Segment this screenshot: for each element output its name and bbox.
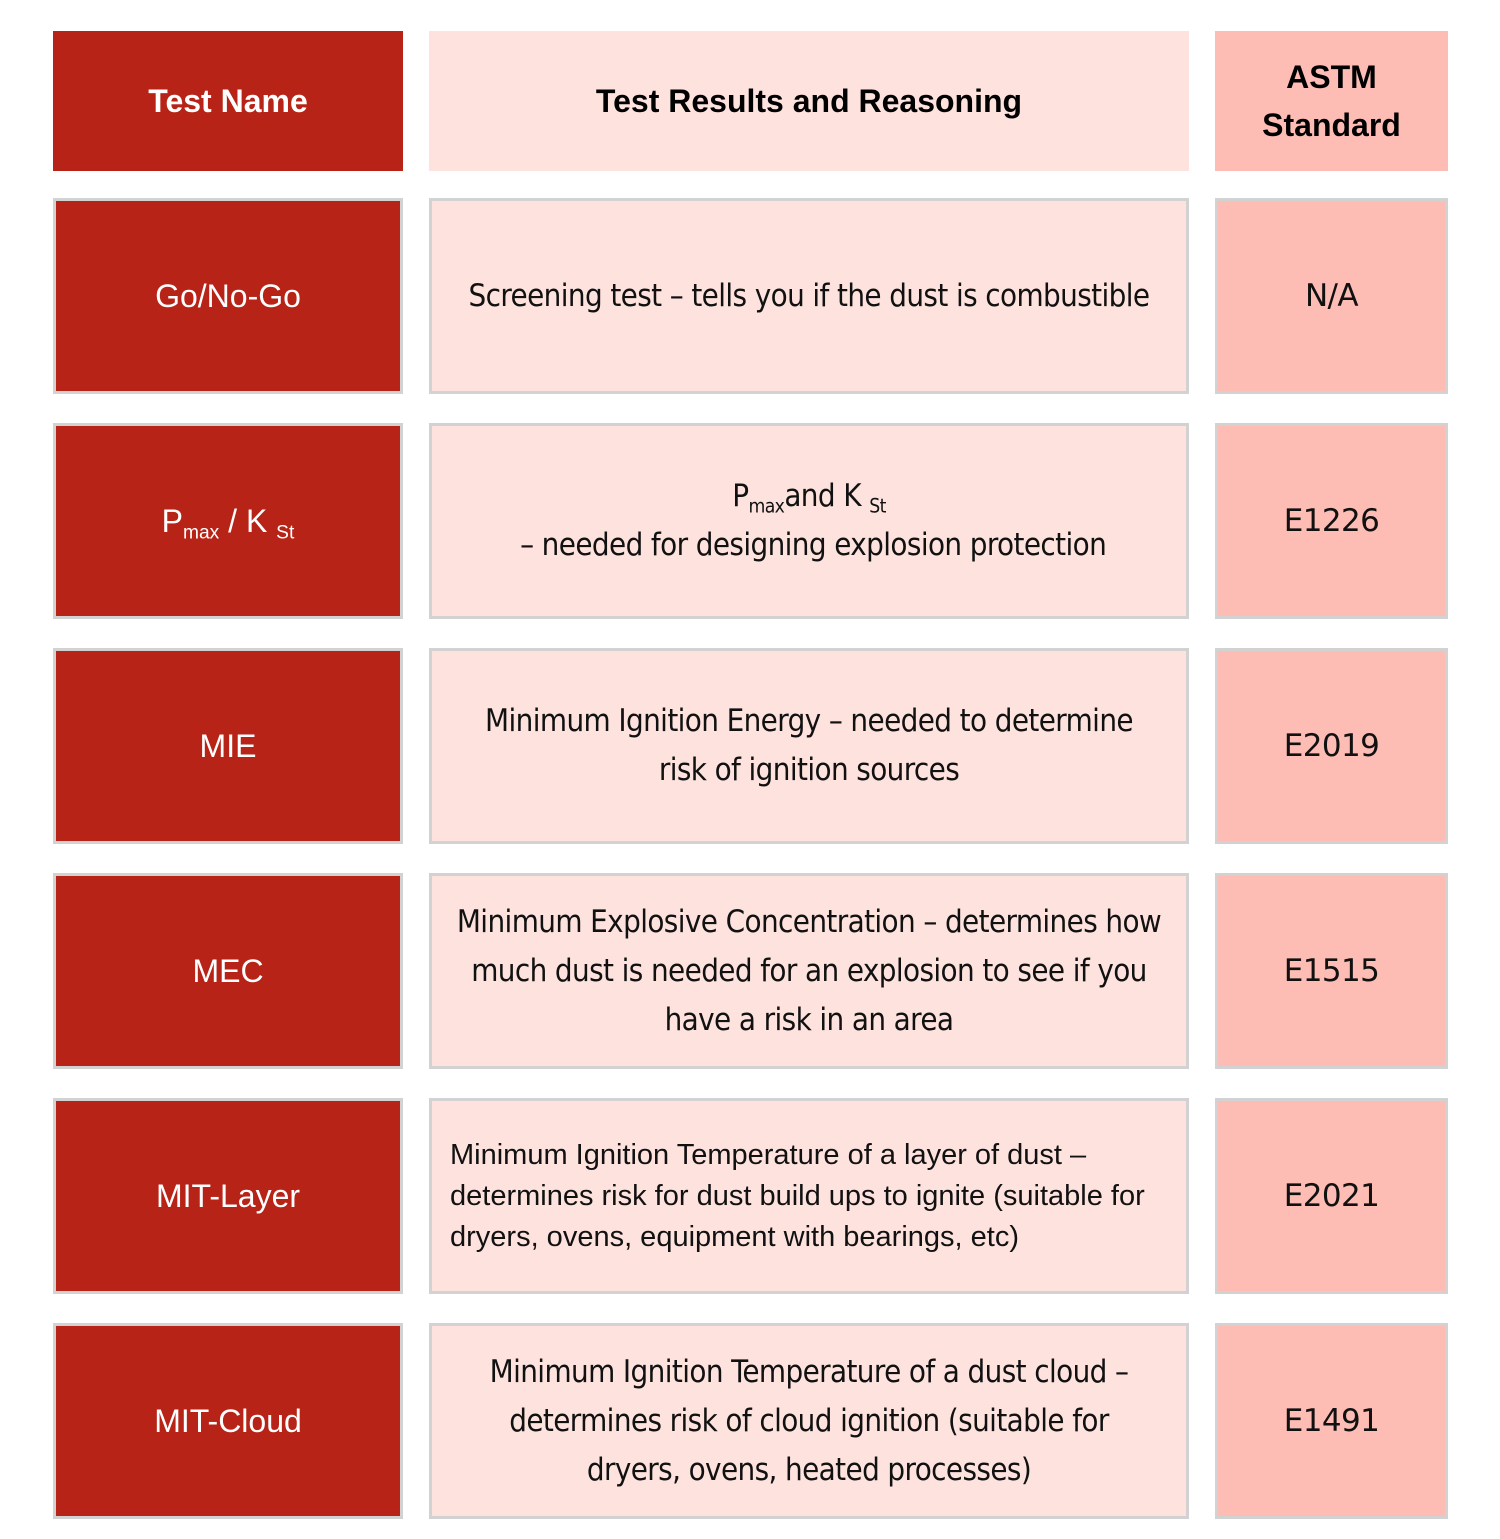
table-row (53, 423, 1448, 619)
table-row (53, 873, 1448, 1069)
test-name-cell: MIT-Layer (53, 1098, 403, 1294)
reasoning-cell: Minimum Ignition Temperature of a dust cloud – determines risk of cloud ignition (suitable for dryers, ovens, heated processes) (429, 1323, 1189, 1519)
header-astm-line1: ASTM (1286, 59, 1377, 95)
reasoning-cell: Minimum Ignition Temperature of a layer of dust – determines risk for dust build ups to ignite (suitable for dryers, ovens, equipment with bearings, etc) (429, 1098, 1189, 1294)
test-table (53, 31, 1448, 1519)
name-k-sub: St (276, 522, 295, 544)
header-astm-standard (1215, 31, 1448, 171)
test-name-cell: MIE (53, 648, 403, 844)
name-sep: / K (219, 502, 268, 539)
reasoning-k-sub: St (869, 494, 886, 518)
header-test-name: Test Name (53, 31, 403, 171)
standard-cell: E2019 (1215, 648, 1448, 844)
reasoning-cell (429, 423, 1189, 619)
reasoning-cell: Screening test – tells you if the dust is combustible (429, 198, 1189, 394)
reasoning-p: P (732, 478, 749, 514)
standard-cell: E1226 (1215, 423, 1448, 619)
test-name-cell: MEC (53, 873, 403, 1069)
reasoning-rest: – needed for designing explosion protection (511, 527, 1107, 563)
header-astm-line2: Standard (1262, 107, 1401, 143)
test-name-cell: Go/No-Go (53, 198, 403, 394)
table-row (53, 1098, 1448, 1294)
test-name-cell (53, 423, 403, 619)
name-p: P (161, 502, 184, 539)
standard-cell: E1515 (1215, 873, 1448, 1069)
reasoning-p-sub: max (748, 494, 785, 518)
header-test-results: Test Results and Reasoning (429, 31, 1189, 171)
table-row (53, 198, 1448, 394)
standard-cell: E2021 (1215, 1098, 1448, 1294)
reasoning-cell: Minimum Explosive Concentration – determines how much dust is needed for an explosion to see if you have a risk in an area (429, 873, 1189, 1069)
test-name-cell: MIT-Cloud (53, 1323, 403, 1519)
standard-cell: N/A (1215, 198, 1448, 394)
reasoning-cell: Minimum Ignition Energy – needed to determine risk of ignition sources (429, 648, 1189, 844)
reasoning-mid: and K (784, 478, 861, 514)
standard-cell: E1491 (1215, 1323, 1448, 1519)
name-p-sub: max (183, 522, 220, 544)
table-row (53, 1323, 1448, 1519)
table-header (53, 31, 1448, 171)
table-row (53, 648, 1448, 844)
